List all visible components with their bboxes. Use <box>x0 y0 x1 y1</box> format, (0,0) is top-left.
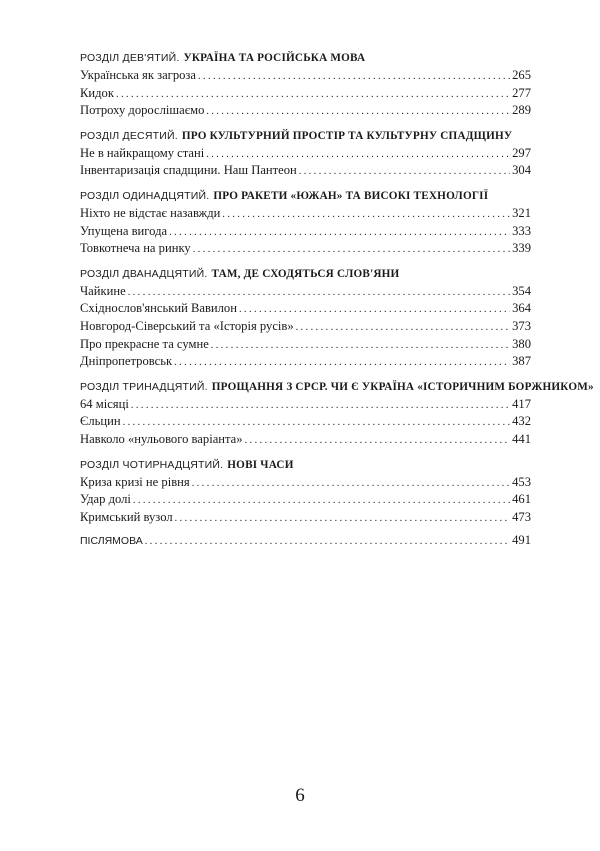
entry-page: 364 <box>512 301 531 316</box>
entry-title: Кримський вузол <box>80 509 173 524</box>
dot-leader <box>192 475 510 493</box>
entry-title: Чайкине <box>80 283 126 298</box>
entry-page: 387 <box>512 354 531 369</box>
entry-page: 380 <box>512 336 531 351</box>
toc-entry[interactable] <box>80 145 531 163</box>
section-label: РОЗДІЛ ОДИНАДЦЯТИЙ. <box>80 189 210 202</box>
toc-section <box>80 186 531 258</box>
toc-entry[interactable] <box>80 431 531 449</box>
entry-page: 289 <box>512 103 531 118</box>
dot-leader <box>174 354 510 372</box>
section-label: РОЗДІЛ ДВАНАДЦЯТИЙ. <box>80 267 208 280</box>
dot-leader <box>211 337 510 355</box>
entry-page: 373 <box>512 318 531 333</box>
dot-leader <box>116 86 510 104</box>
entry-page: 277 <box>512 85 531 100</box>
dot-leader <box>193 241 510 259</box>
section-label: РОЗДІЛ ДЕВ'ЯТИЙ. <box>80 52 180 64</box>
entry-title: ПІСЛЯМОВА <box>80 535 143 548</box>
dot-leader <box>245 432 511 450</box>
entry-title: Ніхто не відстає назавжди <box>80 205 221 220</box>
toc-entry[interactable] <box>80 318 531 336</box>
entry-title: Криза кризі не рівня <box>80 474 190 489</box>
dot-leader <box>299 163 510 181</box>
entry-page: 461 <box>512 492 531 507</box>
section-title: ПРО РАКЕТИ «ЮЖАН» ТА ВИСОКІ ТЕХНОЛОГІЇ <box>213 189 489 202</box>
section-label: РОЗДІЛ ЧОТИРНАДЦЯТИЙ. <box>80 458 224 471</box>
toc-section <box>80 126 531 180</box>
section-title: ПРО КУЛЬТУРНИЙ ПРОСТІР ТА КУЛЬТУРНУ СПАДЩИНУ <box>181 129 513 142</box>
dot-leader <box>198 68 510 86</box>
toc-entry-afterword[interactable] <box>80 532 531 550</box>
section-label: РОЗДІЛ ТРИНАДЦЯТИЙ. <box>80 380 208 393</box>
dot-leader <box>222 206 510 224</box>
entry-title: Єльцин <box>80 414 121 429</box>
section-heading <box>80 48 531 66</box>
page-number: 6 <box>295 785 305 806</box>
dot-leader <box>175 510 510 528</box>
entry-title: Потроху дорослішаємо <box>80 103 205 118</box>
entry-page: 265 <box>512 68 531 82</box>
dot-leader <box>296 319 510 337</box>
dot-leader <box>145 533 510 551</box>
entry-page: 491 <box>512 533 531 548</box>
toc-section <box>80 377 594 449</box>
entry-page: 453 <box>512 474 531 489</box>
entry-page: 333 <box>512 223 531 238</box>
dot-leader <box>131 397 510 415</box>
entry-page: 339 <box>512 241 531 256</box>
section-heading <box>80 186 531 204</box>
table-of-contents <box>80 48 594 550</box>
toc-entry[interactable] <box>80 223 531 241</box>
entry-page: 441 <box>512 431 531 446</box>
entry-page: 354 <box>512 283 531 298</box>
toc-entry[interactable] <box>80 205 531 223</box>
entry-title: Про прекрасне та сумне <box>80 336 209 351</box>
toc-entry[interactable] <box>80 491 531 509</box>
toc-entry[interactable] <box>80 353 531 371</box>
toc-entry[interactable] <box>80 85 531 103</box>
entry-title: Дніпропетровськ <box>80 354 173 369</box>
dot-leader <box>128 284 510 302</box>
section-title: ПРОЩАННЯ З СРСР. ЧИ Є УКРАЇНА «ІСТОРИЧНИМ БОРЖНИКОМ» <box>211 380 594 393</box>
toc-entry[interactable] <box>80 509 531 527</box>
entry-page: 417 <box>512 396 531 411</box>
entry-title: Товкотнеча на ринку <box>80 241 191 256</box>
entry-page: 304 <box>512 163 531 178</box>
toc-entry[interactable] <box>80 300 531 318</box>
toc-entry[interactable] <box>80 240 531 258</box>
entry-title: Новгород-Сіверський та «Історія русів» <box>80 318 294 333</box>
section-heading <box>80 455 531 473</box>
section-title: УКРАЇНА ТА РОСІЙСЬКА МОВА <box>183 52 366 64</box>
toc-section <box>80 48 531 120</box>
entry-title: Українська як загроза <box>80 68 196 82</box>
entry-title: Упущена вигода <box>80 223 168 238</box>
entry-page: 473 <box>512 509 531 524</box>
entry-title: Інвентаризація спадщини. Наш Пантеон <box>80 163 297 178</box>
dot-leader <box>206 146 510 164</box>
toc-entry[interactable] <box>80 474 531 492</box>
toc-section <box>80 264 531 371</box>
section-heading <box>80 377 594 395</box>
toc-entry[interactable] <box>80 396 531 414</box>
section-heading <box>80 126 531 144</box>
toc-entry[interactable] <box>80 162 531 180</box>
toc-entry[interactable] <box>80 283 531 301</box>
entry-title: Не в найкращому стані <box>80 145 205 160</box>
entry-title: Східнослов'янський Вавилон <box>80 301 237 316</box>
section-title: НОВІ ЧАСИ <box>227 458 294 471</box>
section-label: РОЗДІЛ ДЕСЯТИЙ. <box>80 129 178 142</box>
entry-page: 321 <box>512 205 531 220</box>
dot-leader <box>133 492 510 510</box>
entry-page: 432 <box>512 414 531 429</box>
entry-title: Кидок <box>80 85 114 100</box>
entry-title: Навколо «нульового варіанта» <box>80 431 243 446</box>
entry-title: Удар долі <box>80 492 131 507</box>
toc-section <box>80 455 531 527</box>
toc-entry[interactable] <box>80 336 531 354</box>
section-heading <box>80 264 531 282</box>
dot-leader <box>169 224 510 242</box>
dot-leader <box>239 301 510 319</box>
entry-title: 64 місяці <box>80 396 129 411</box>
entry-page: 297 <box>512 145 531 160</box>
toc-entry[interactable] <box>80 67 531 85</box>
section-title: ТАМ, ДЕ СХОДЯТЬСЯ СЛОВ'ЯНИ <box>211 267 400 280</box>
toc-entry[interactable] <box>80 102 531 120</box>
dot-leader <box>206 103 510 121</box>
toc-entry[interactable] <box>80 413 531 431</box>
dot-leader <box>123 414 511 432</box>
